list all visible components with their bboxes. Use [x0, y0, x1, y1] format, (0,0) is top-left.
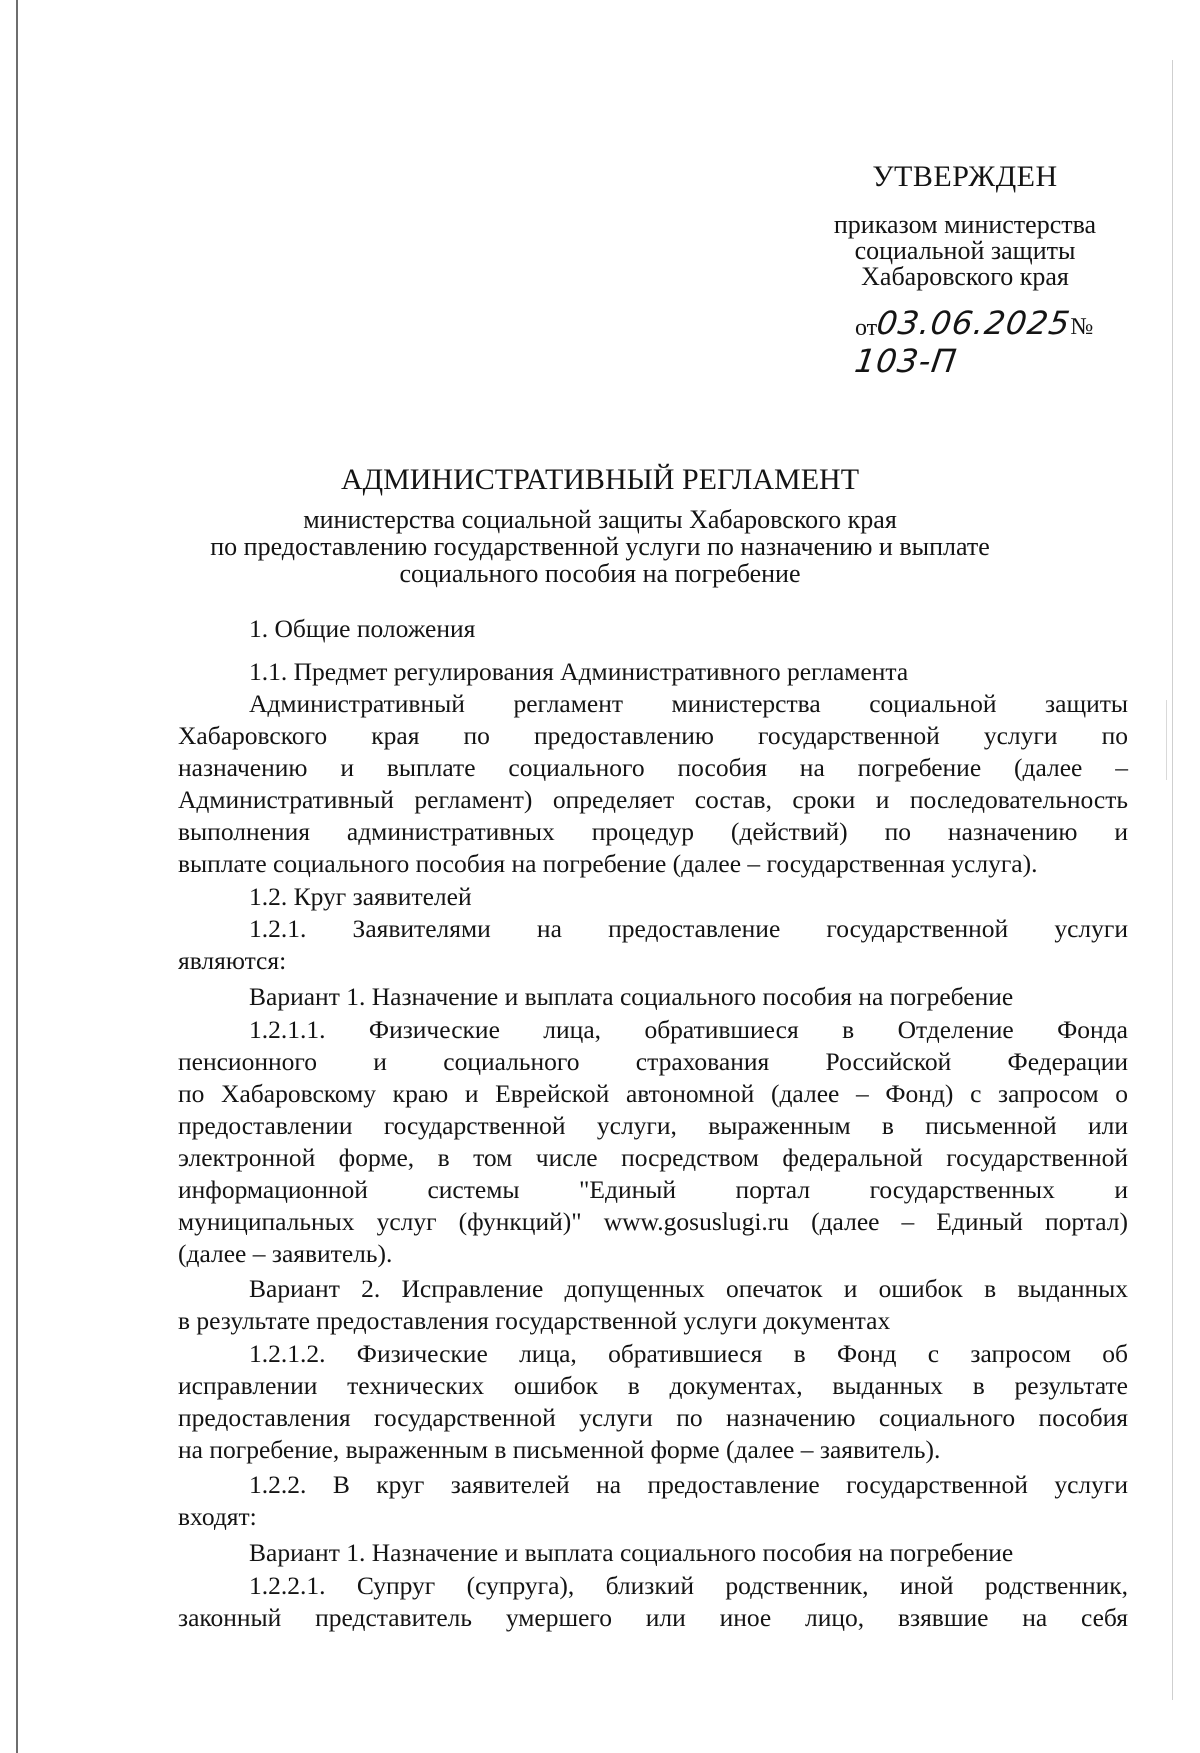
- paragraph-line: Административный регламент министерства социальной защиты: [249, 689, 1128, 718]
- paragraph-line: 1.2.1.1. Физические лица, обратившиеся в Отделение Фонда: [249, 1015, 1128, 1044]
- variant-heading: Вариант 1. Назначение и выплата социального пособия на погребение: [249, 1538, 1014, 1567]
- scan-edge-left: [16, 0, 18, 1753]
- document-subtitle-line-1: министерства социальной защиты Хабаровского края: [303, 505, 897, 534]
- document-subtitle-line-2: по предоставлению государственной услуги по назначению и выплате: [210, 532, 990, 561]
- paragraph-line: 1.2.1. Заявителями на предоставление государственной услуги: [249, 914, 1128, 943]
- paragraph-line: выполнения административных процедур (действий) по назначению и: [178, 817, 1128, 846]
- section-heading: 1. Общие положения: [249, 614, 476, 643]
- paragraph-line: предоставления государственной услуги по назначению социального пособия: [178, 1403, 1128, 1432]
- paragraph-line: являются:: [178, 946, 287, 975]
- paragraph-line: 1.2.2.1. Супруг (супруга), близкий родственник, иной родственник,: [249, 1571, 1128, 1600]
- subsection-heading: 1.1. Предмет регулирования Административного регламента: [249, 657, 909, 686]
- paragraph-line: электронной форме, в том числе посредством федеральной государственной: [178, 1143, 1128, 1172]
- paragraph-line: на погребение, выраженным в письменной форме (далее – заявитель).: [178, 1435, 941, 1464]
- approval-title: УТВЕРЖДЕН: [872, 160, 1058, 193]
- approval-line-2: социальной защиты: [854, 236, 1076, 265]
- subsection-heading: 1.2. Круг заявителей: [249, 882, 472, 911]
- document-title: АДМИНИСТРАТИВНЫЙ РЕГЛАМЕНТ: [340, 463, 860, 496]
- paragraph-line: (далее – заявитель).: [178, 1239, 393, 1268]
- paragraph-line: входят:: [178, 1502, 257, 1531]
- order-number-handwritten: 103-П: [852, 342, 960, 380]
- approval-line-1: приказом министерства: [833, 210, 1097, 239]
- document-subtitle-line-3: социального пособия на погребение: [399, 559, 801, 588]
- paragraph-line: 1.2.2. В круг заявителей на предоставление государственной услуги: [249, 1470, 1128, 1499]
- approval-line-3: Хабаровского края: [861, 262, 1069, 291]
- paragraph-line: исправлении технических ошибок в документах, выданных в результате: [178, 1371, 1128, 1400]
- scan-edge-right-mark: [1166, 700, 1167, 780]
- paragraph-line: по Хабаровскому краю и Еврейской автономной (далее – Фонд) с запросом о: [178, 1079, 1128, 1108]
- paragraph-line: 1.2.1.2. Физические лица, обратившиеся в Фонд с запросом об: [249, 1339, 1128, 1368]
- paragraph-line: муниципальных услуг (функций)" www.gosuslugi.ru (далее – Единый портал): [178, 1207, 1128, 1236]
- order-date-handwritten: 03.06.2025: [874, 304, 1074, 342]
- paragraph-line: информационной системы "Единый портал государственных и: [178, 1175, 1128, 1204]
- paragraph-line: пенсионного и социального страхования Российской Федерации: [178, 1047, 1128, 1076]
- order-number-line: [852, 304, 1200, 380]
- paragraph-line: Административный регламент) определяет состав, сроки и последовательность: [178, 785, 1128, 814]
- order-number-sign: №: [1070, 314, 1094, 340]
- paragraph-line: в результате предоставления государственной услуги документах: [178, 1306, 891, 1335]
- paragraph-line: законный представитель умершего или иное лицо, взявшие на себя: [178, 1603, 1128, 1632]
- paragraph-line: предоставлении государственной услуги, выраженным в письменной или: [178, 1111, 1128, 1140]
- order-prefix: от: [855, 315, 878, 341]
- paragraph-line: выплате социального пособия на погребение (далее – государственная услуга).: [178, 849, 1038, 878]
- paragraph-line: назначению и выплате социального пособия на погребение (далее –: [178, 753, 1128, 782]
- variant-heading: Вариант 2. Исправление допущенных опечаток и ошибок в выданных: [249, 1274, 1128, 1303]
- variant-heading: Вариант 1. Назначение и выплата социального пособия на погребение: [249, 982, 1014, 1011]
- paragraph-line: Хабаровского края по предоставлению государственной услуги по: [178, 721, 1128, 750]
